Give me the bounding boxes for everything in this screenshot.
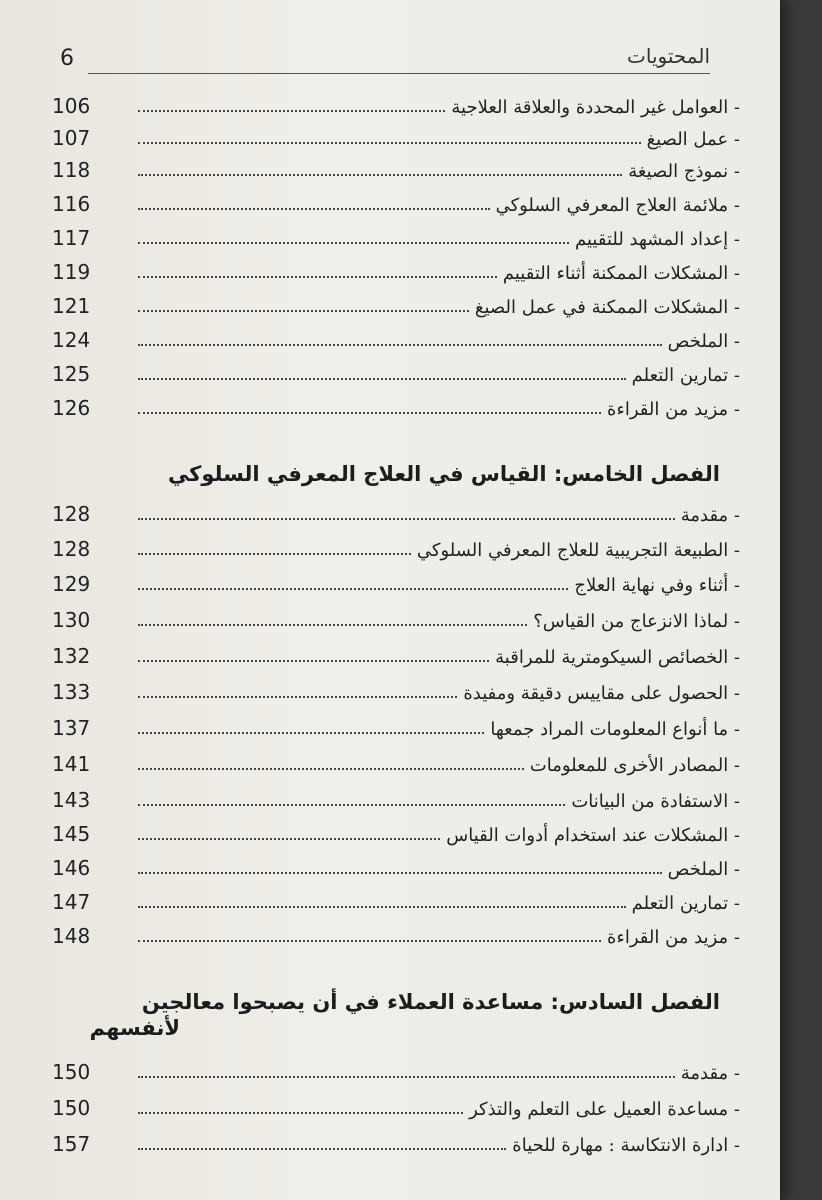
toc-page-number: 119 bbox=[52, 260, 91, 284]
toc-entry bbox=[52, 562, 740, 596]
toc-entry-title: - إعداد المشهد للتقييم bbox=[575, 229, 740, 250]
dot-leader bbox=[138, 872, 662, 874]
dot-leader bbox=[138, 310, 469, 312]
toc-entry-title: - الحصول على مقاييس دقيقة ومفيدة bbox=[463, 683, 740, 704]
toc-entry-title: - المصادر الأخرى للمعلومات bbox=[529, 755, 740, 776]
toc-entry bbox=[52, 1050, 740, 1084]
dot-leader bbox=[138, 1076, 675, 1078]
toc-entry bbox=[52, 527, 740, 561]
toc-page-number: 106 bbox=[52, 94, 91, 118]
toc-entry-title: - ملائمة العلاج المعرفي السلوكي bbox=[495, 195, 740, 216]
toc-page-number: 148 bbox=[52, 924, 91, 948]
toc-entry bbox=[52, 914, 740, 948]
toc-entry-title: - ما أنواع المعلومات المراد جمعها bbox=[490, 719, 740, 740]
page-header bbox=[60, 40, 710, 76]
toc-entry bbox=[52, 116, 740, 150]
chapter-5-heading: الفصل الخامس: القياس في العلاج المعرفي السلوكي bbox=[167, 462, 720, 486]
toc-entry bbox=[52, 846, 740, 880]
toc-page-number: 107 bbox=[52, 126, 91, 150]
toc-entry-title: - الخصائص السيكومترية للمراقبة bbox=[495, 647, 740, 668]
toc-entry bbox=[52, 1086, 740, 1120]
toc-entry bbox=[52, 182, 740, 216]
toc-entry bbox=[52, 352, 740, 386]
toc-entry-title: - مزيد من القراءة bbox=[606, 927, 740, 948]
dot-leader bbox=[138, 344, 662, 346]
toc-entry bbox=[52, 670, 740, 704]
dot-leader bbox=[138, 276, 497, 278]
toc-page-number: 150 bbox=[52, 1096, 91, 1120]
toc-page-number: 121 bbox=[52, 294, 91, 318]
dot-leader bbox=[138, 174, 622, 176]
dot-leader bbox=[138, 696, 457, 698]
dot-leader bbox=[138, 624, 527, 626]
dot-leader bbox=[138, 1112, 463, 1114]
chapter-6-heading-line1: الفصل السادس: مساعدة العملاء في أن يصبحوا معالجين bbox=[141, 990, 720, 1014]
toc-entry-title: - المشكلات الممكنة في عمل الصيغ bbox=[474, 297, 740, 318]
toc-entry-title: - أثناء وفي نهاية العلاج bbox=[574, 575, 740, 596]
dot-leader bbox=[138, 378, 626, 380]
toc-entry bbox=[52, 880, 740, 914]
toc-entry bbox=[52, 492, 740, 526]
toc-entry-title: - العوامل غير المحددة والعلاقة العلاجية bbox=[451, 97, 740, 118]
toc-page-number: 137 bbox=[52, 716, 91, 740]
toc-entry bbox=[52, 148, 740, 182]
toc-page-number: 126 bbox=[52, 396, 91, 420]
header-rule bbox=[88, 73, 710, 74]
toc-entry bbox=[52, 250, 740, 284]
toc-entry-title: - الاستفادة من البيانات bbox=[571, 791, 740, 812]
toc-page-number: 133 bbox=[52, 680, 91, 704]
toc-entry bbox=[52, 706, 740, 740]
toc-entry-title: - المشكلات الممكنة أثناء التقييم bbox=[502, 263, 740, 284]
toc-entry bbox=[52, 318, 740, 352]
toc-page-number: 143 bbox=[52, 788, 91, 812]
dot-leader bbox=[138, 242, 569, 244]
toc-page-number: 146 bbox=[52, 856, 91, 880]
dot-leader bbox=[138, 732, 484, 734]
toc-page-number: 130 bbox=[52, 608, 91, 632]
toc-page-number: 128 bbox=[52, 502, 91, 526]
toc-page-number: 132 bbox=[52, 644, 91, 668]
toc-page-number: 145 bbox=[52, 822, 91, 846]
toc-entry-title: - ادارة الانتكاسة : مهارة للحياة bbox=[512, 1135, 740, 1156]
toc-entry-title: - مقدمة bbox=[680, 505, 740, 526]
toc-entry-title: - مزيد من القراءة bbox=[606, 399, 740, 420]
toc-entry bbox=[52, 84, 740, 118]
dot-leader bbox=[138, 940, 601, 942]
dot-leader bbox=[138, 110, 445, 112]
toc-page-number: 125 bbox=[52, 362, 91, 386]
dot-leader bbox=[138, 804, 565, 806]
dot-leader bbox=[138, 588, 568, 590]
toc-entry bbox=[52, 386, 740, 420]
toc-entry-title: - المشكلات عند استخدام أدوات القياس bbox=[446, 825, 740, 846]
toc-page-number: 118 bbox=[52, 158, 91, 182]
page-number: 6 bbox=[60, 46, 74, 71]
dot-leader bbox=[138, 660, 489, 662]
dot-leader bbox=[138, 838, 440, 840]
toc-page-number: 117 bbox=[52, 226, 91, 250]
dot-leader bbox=[138, 412, 601, 414]
toc-page-number: 150 bbox=[52, 1060, 91, 1084]
dot-leader bbox=[138, 208, 490, 210]
toc-entry bbox=[52, 1122, 740, 1156]
toc-entry bbox=[52, 284, 740, 318]
dot-leader bbox=[138, 906, 626, 908]
dot-leader bbox=[138, 768, 524, 770]
dot-leader bbox=[138, 1148, 506, 1150]
toc-entry bbox=[52, 778, 740, 812]
toc-entry-title: - عمل الصيغ bbox=[646, 129, 740, 150]
toc-entry bbox=[52, 742, 740, 776]
toc-page-number: 147 bbox=[52, 890, 91, 914]
toc-page-number: 157 bbox=[52, 1132, 91, 1156]
dot-leader bbox=[138, 553, 411, 555]
toc-entry-title: - تمارين التعلم bbox=[631, 365, 740, 386]
running-title: المحتويات bbox=[627, 44, 710, 68]
toc-entry-title: - الملخص bbox=[667, 331, 740, 352]
toc-page-number: 128 bbox=[52, 537, 91, 561]
toc-page-number: 129 bbox=[52, 572, 91, 596]
toc-entry-title: - مقدمة bbox=[680, 1063, 740, 1084]
dot-leader bbox=[138, 518, 675, 520]
toc-page-number: 116 bbox=[52, 192, 91, 216]
toc-page-number: 141 bbox=[52, 752, 91, 776]
toc-page-number: 124 bbox=[52, 328, 91, 352]
toc-entry-title: - الطبيعة التجريبية للعلاج المعرفي السلوكي bbox=[416, 540, 740, 561]
toc-entry-title: - لماذا الانزعاج من القياس؟ bbox=[533, 611, 740, 632]
dot-leader bbox=[138, 142, 641, 144]
chapter-6-heading-line2: لأنفسهم bbox=[89, 1016, 180, 1040]
toc-entry bbox=[52, 598, 740, 632]
toc-entry bbox=[52, 812, 740, 846]
toc-entry bbox=[52, 216, 740, 250]
toc-entry-title: - تمارين التعلم bbox=[631, 893, 740, 914]
toc-entry bbox=[52, 634, 740, 668]
toc-entry-title: - نموذج الصيغة bbox=[628, 161, 740, 182]
toc-entry-title: - الملخص bbox=[667, 859, 740, 880]
toc-entry-title: - مساعدة العميل على التعلم والتذكر bbox=[469, 1099, 740, 1120]
